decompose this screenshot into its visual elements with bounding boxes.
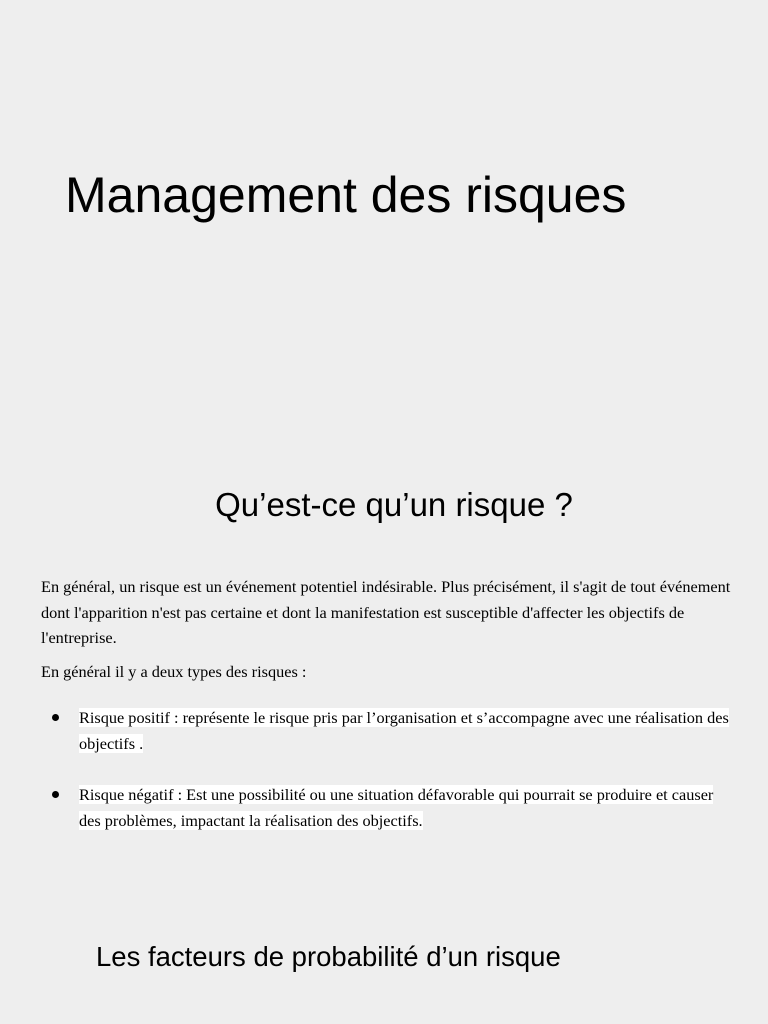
- risk-types-list: [41, 705, 731, 833]
- next-section-heading: Les facteurs de probabilité d’un risque: [96, 941, 561, 972]
- bullet-icon: [52, 791, 59, 798]
- page-title: Management des risques: [65, 167, 627, 223]
- list-item-positive-risk: [41, 705, 731, 756]
- intro-paragraph: En général, un risque est un événement potentiel indésirable. Plus précisément, il s'agit de tout événement dont l'apparition n'est pas certaine et dont la manifestation est susceptible d'affecter les objectifs de l'entreprise.: [41, 577, 731, 647]
- list-item-negative-risk: [41, 782, 731, 833]
- list-item-text: Risque négatif : Est une possibilité ou une situation défavorable qui pourrait se produire et causer des problèmes, impactant la réalisation des objectifs.: [79, 785, 714, 830]
- list-item-text: Risque positif : représente le risque pris par l’organisation et s’accompagne avec une réalisation des objectifs .: [79, 708, 729, 753]
- section-heading: Qu’est-ce qu’un risque ?: [215, 486, 573, 523]
- types-intro-paragraph: En général il y a deux types des risques :: [41, 661, 307, 681]
- bullet-icon: [52, 714, 59, 721]
- intro-text-block: [41, 574, 741, 684]
